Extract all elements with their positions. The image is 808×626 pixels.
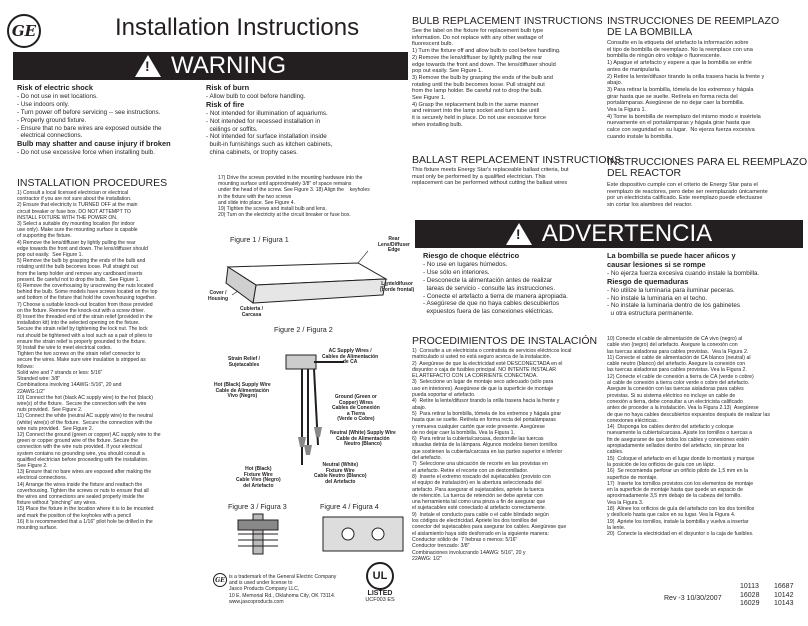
warning-item: electrical connections. — [17, 132, 83, 140]
text-line: fixture without "pinching" any wires. — [17, 500, 97, 507]
text-line: la posición de los orificios de guía con un lápiz. — [607, 461, 716, 468]
fig2-ac-label: AC Supply Wires / Cables de Alimentación de CA — [322, 348, 379, 365]
text-line: 2) Remove the lens/diffuser by lightly pulling the rear — [412, 54, 543, 61]
text-line: connection with the wire nuts provided. If your electrical — [17, 444, 142, 451]
warning-item: built-in furnishings such as kitchen cabinets, — [206, 141, 333, 149]
text-line: Combinaciones involucrando 14AWG: 5/16", 20 y — [412, 549, 526, 556]
text-line: cable vivo (negro) del artefacto. Asegure la conexión con — [607, 342, 738, 349]
ul-code: UCF003 ES — [365, 597, 395, 603]
text-line: 4) Remove the lens/diffuser by lightly pulling the rear — [17, 239, 136, 246]
warning-item: ceilings or soffits. — [206, 125, 258, 133]
warning-banner — [13, 52, 408, 80]
warning-item: tareas de servicio - consulte las instrucciones. — [423, 284, 555, 292]
text-line: 4) Tome la bombilla de reemplazo del mismo modo e insértela — [607, 113, 761, 120]
text-line: Stranded wire: 3/8" — [17, 376, 61, 383]
model-number: 16687 — [774, 583, 794, 590]
text-line: See Figure 2. — [17, 462, 48, 469]
text-line: when installing bulb. — [412, 121, 463, 128]
text-line: pueda soportar el artefacto. — [412, 392, 476, 399]
es-ballast-text — [607, 182, 805, 209]
warning-item: - Properly ground fixture. — [17, 116, 87, 124]
text-line: pop out easily. See Figure 1. — [17, 252, 83, 259]
warning-item: - Not intended for surface installation inside — [206, 133, 327, 141]
text-line: 3) Para retirar la bombilla, tómela de los extremos y hágala — [607, 86, 754, 93]
text-line: hasta que se suelte. Retírela en forma recta del portalámparas — [412, 417, 556, 424]
warning-item: - Do not use excessive force when installing bulb. — [17, 149, 155, 157]
text-line: 17) Drive the screws provided in the mounting hardware into the — [218, 175, 363, 181]
text-line: aproximadamente 3,5 mm debajo de la cabeza del tornillo. — [607, 493, 742, 500]
fig1-cover-label: Cover / Housing — [208, 290, 228, 302]
text-line: bombilla de ningún otro voltaje o fluorescente. — [607, 53, 722, 60]
text-line: 1) Apague el artefacto y espere a que la bombilla se enfríe — [607, 60, 752, 67]
text-line: fluorescent bulb. — [412, 41, 454, 48]
text-line: superficie de montaje. — [607, 474, 658, 481]
fig2-neutral-label: Neutral (White) Supply Wire Cable de Alimentación Neutro (Blanco) — [330, 430, 396, 447]
section-heading: Risk of electric shock — [17, 83, 93, 92]
text-line: calce con seguridad en su lugar. No ejerza fuerza excesiva — [607, 127, 755, 134]
fig2-neutral-fixture-label: Neutral (White) Fixture Wire Cable Neutro (Blanco) del Artefacto — [314, 462, 367, 485]
text-line: is a trademark of the General Electric Company — [229, 574, 337, 580]
text-line: las tuercas aisladoras para cables provistas. Vea la Figura 2. — [607, 348, 749, 355]
warning-item: - No instale la luminaria dentro de los gabinetes — [607, 302, 741, 310]
text-line: 11) Connect the white (neutral AC supply wire) to the neutral — [17, 413, 153, 420]
text-line: and bottom of the fixture that hold the cover/housing together. — [17, 295, 156, 302]
text-line: ensure the strain relief is properly grounded to the fixture. — [17, 338, 147, 345]
text-line: la lente. — [607, 524, 626, 531]
advertencia-left-column — [423, 252, 603, 316]
text-line: antes de proceder a la instalación. Vea la Figura 2.13) Asegúrese — [607, 405, 759, 412]
warning-item: - Allow bulb to cool before handling. — [206, 92, 306, 100]
text-line: 2) Retire la lente/difusor tirando la orilla trasera hacia la frente y — [607, 73, 765, 80]
text-line: rotating until the bulb becomes loose. Pull straight out — [17, 264, 138, 271]
text-line: nuevamente la cubierta/carcasa. Ajuste los tornillos o tuercas a — [607, 430, 753, 437]
text-line: 10) Connect the hot (black AC supply wire) to the hot (black) — [17, 394, 153, 401]
text-line: 2) Asegúrese de que la electricidad esté DESCONECTADA en el — [412, 360, 563, 367]
text-line: contractor if you are not sure about the installation. — [17, 196, 132, 203]
text-line: 20) Turn on the electricity at the circuit breaker or fuse box. — [218, 212, 351, 219]
text-line: portalámparas. Asegúrese de no dejar caer la bombilla. — [607, 100, 745, 107]
text-line: 7) Choose a suitable knock-out location from those provided — [17, 301, 153, 308]
page-title: Installation Instructions — [115, 14, 360, 41]
text-line: 14) Disponga los cables dentro del artefacto y coloque — [607, 424, 734, 431]
text-line: circuit breaker or fuse box. DO NOT ATTEMPT TO — [17, 208, 131, 215]
warning-item: - Do not use in wet locations. — [17, 92, 98, 100]
model-number: 16029 — [740, 600, 760, 607]
model-numbers — [740, 583, 804, 609]
text-line: under the head of the screw. See Figure 3. 18) Align the keyholes — [218, 187, 370, 194]
text-line: installation kit) into the selected opening on the fixture. — [17, 320, 140, 327]
fig1-cubierta-label: Cubierta / Carcasa — [240, 306, 264, 318]
model-number: 16028 — [740, 591, 760, 599]
text-line: antes de manipularla. — [607, 66, 661, 73]
text-line: 16) It is recommended that a 1/16" pilot hole be drilled in the — [17, 518, 153, 525]
text-line: edge towards the front and down. The lens/diffuser should — [17, 245, 148, 252]
text-line: 9) Instale el conducto para cable o el cable blindado según — [412, 511, 549, 518]
text-line: Tighten the two screws on the strain relief connector to — [17, 351, 141, 358]
text-line: 12) Connect the ground (green or copper) AC supply wire to the — [17, 431, 161, 438]
text-line: el aislamiento haya sido desforrado en la siguiente manera: — [412, 530, 549, 537]
text-line: que sostienen la cubierta/carcasa en las partes superior e inferior — [412, 448, 563, 455]
text-line: in the fixture with the two screws — [218, 193, 292, 200]
es-install-steps-continued — [607, 336, 805, 538]
text-line: 18) Alinee los orificios de guía del artefacto con los dos tornillos — [607, 506, 755, 513]
section-heading: La bombilla se puede hacer añicos y causar lesiones si se rompe — [607, 251, 736, 269]
text-line: conexión a tierra, debe consultar a un electricista calificado — [607, 398, 743, 405]
text-line: apropiadamente sellados dentro del artefacto, sin pinzar los — [607, 443, 745, 450]
text-line: behind the bulb. Some models have screws located on the top — [17, 289, 158, 296]
text-line: information. Do not replace with any other wattage of — [412, 34, 543, 41]
text-line: 5) Remove the bulb by grasping the ends of the bulb and — [17, 258, 146, 265]
warning-title: WARNING — [170, 52, 287, 79]
text-line: wire nuts provided. See Figure 2. — [17, 425, 94, 432]
text-line: 1) Consult a local licensed electrician or electrical — [17, 190, 129, 196]
text-line: 7) Seleccione una ubicación de recorte en las provistas en — [412, 461, 548, 468]
text-line: artefacto. Para asegurar el sujetacables, apriete la tuerca — [412, 486, 544, 493]
text-line: pop out easily. See Figure 1. — [412, 68, 483, 75]
text-line: 5) Para retirar la bombilla, tómela de los extremos y hágala girar — [412, 410, 562, 417]
text-line: de no dejar caer la bombilla. Vea la Figura 1. — [412, 429, 515, 436]
text-line: de que no haya cables descubiertos expuestos después de realizar las — [607, 411, 770, 418]
text-line: Conductor trenzado: 3/8" — [412, 543, 470, 550]
text-line: conector del sujetacables para asegurar los cables. Asegúrese que — [412, 524, 567, 531]
ul-listed-text: LISTED — [367, 590, 393, 597]
text-line: 1) Consulte a un electricista o contratista de servicios eléctricos local — [412, 348, 572, 354]
text-line: 15) Coloque el artefacto en el lugar donde lo montará y marque — [607, 455, 755, 462]
bulb-steps — [412, 28, 607, 129]
text-line: abajo. — [607, 80, 623, 87]
warning-left-column — [17, 84, 207, 157]
figure-1 — [208, 235, 413, 323]
text-line: coverhousing. Tighten the screws or nuts to ensure that all — [17, 487, 149, 494]
warning-item: - Desconecte la alimentación antes de realizar — [423, 276, 553, 284]
text-line: 11) Conecte el cable de alimentación de CA blanco (neutral) al — [607, 354, 751, 361]
es-install-heading: PROCEDIMIENTOS DE INSTALACIÓN — [412, 335, 598, 347]
text-line: 3) Remove the bulb by grasping the ends of the bulb and — [412, 74, 553, 81]
section-heading: Risk of fire — [206, 99, 245, 109]
text-line: INSTALL FIXTURE WITH THE POWER ON. — [17, 214, 118, 221]
es-bulb-steps — [607, 40, 805, 141]
text-line: abajo. — [412, 404, 427, 411]
text-line: el artefacto. Retire el recorte con un destornillador. — [412, 467, 529, 474]
text-line: provistas. Si su sistema eléctrico no incluye un cable de — [607, 392, 736, 399]
text-line: por un electricista calificado. Este reemplazo puede efectuarse — [607, 195, 763, 202]
text-line: 17) Inserte los tornillos provistos con los elementos de montaje — [607, 480, 754, 487]
text-line: nuevamente en el portalámparas y hágala girar hasta que — [607, 120, 751, 127]
text-line: 4) Grasp the replacement bulb in the same manner — [412, 101, 539, 108]
text-line: Secure the strain relief by tightening the lock nut. The lock — [17, 326, 148, 333]
advertencia-right-column — [607, 252, 805, 318]
section-heading: Riesgo de choque eléctrico — [423, 251, 520, 260]
ul-icon: UL — [366, 562, 394, 590]
es-install-steps — [412, 348, 608, 562]
figure-2-caption: Figure 2 / Figura 2 — [274, 325, 333, 334]
warning-item: - Not intended for illumination of aquariums. — [206, 109, 328, 117]
text-line: del artefacto. — [412, 455, 442, 462]
revision: Rev -3 10/30/2007 — [664, 595, 722, 602]
text-line: cables. — [607, 449, 624, 456]
text-line: follows: — [17, 363, 34, 370]
warning-item: china cabinets, or trophy cases. — [206, 149, 299, 157]
text-line: edge towards the front and down. The lens/diffuser should — [412, 61, 556, 68]
text-line: 15) Place the fixture in the location where it is to be mounted — [17, 506, 154, 513]
text-line: de retención. La tuerca de retención se debe apretar con — [412, 492, 543, 499]
fig2-ground-label: Ground (Green or Copper) Wires Cables de Conexión a Tierra (Verde o Cobre) — [332, 394, 380, 422]
text-line: electrical connections. — [17, 475, 68, 482]
text-line: nut should be tightened with a tool such as a pair of pliers to — [17, 332, 153, 339]
warning-item: - Not intended for recessed installation in — [206, 117, 321, 125]
text-line: mounting surface. — [17, 524, 58, 531]
model-number: 10143 — [774, 600, 794, 607]
advertencia-triangle-icon: ! — [506, 223, 532, 245]
ul-listed-mark — [355, 562, 405, 603]
text-line: present. Be careful not to drop the bulb. See Figure 1. — [17, 276, 140, 283]
text-line: 12) Conecte el cable de conexión a tierra de CA (verde o cobre) — [607, 373, 754, 380]
text-line: 3) Select a suitable dry mounting location (for indoor — [17, 221, 135, 228]
text-line: on the fixture. Remove the knock-out with a screw driver. — [17, 307, 145, 314]
keyhole-illustration — [318, 512, 408, 557]
text-line: Vea la Figura 1. — [607, 107, 647, 114]
text-line: See the label on the fixture for replacement bulb type — [412, 28, 544, 34]
text-line: los códigos de electricidad. Apriete los dos tornillos del — [412, 518, 538, 525]
warning-right-column — [206, 84, 406, 157]
install-heading: INSTALLATION PROCEDURES — [17, 177, 168, 189]
text-line: system contains no grounding wire, you should consult a — [17, 450, 145, 457]
text-line: el sujetacables esté conectado al artefacto correctamente. — [412, 505, 547, 512]
text-line: EL ARTEFACTO CON LA CORRIENTE CONECTADA. — [412, 373, 538, 380]
text-line: use only). Make sure the mounting surface is capable — [17, 227, 138, 234]
text-line: Este dispositivo cumple con el criterio de Energy Star para el — [607, 182, 758, 188]
text-line: en la superficie de montaje hasta que quede un espacio de — [607, 487, 743, 494]
fig1-rear-lens-label: Rear Lens/Diffuser Edge — [378, 236, 410, 253]
text-line: disyuntor o caja de fusibles principal. NO INTENTE INSTALAR — [412, 366, 557, 373]
text-line: matriculado si usted no está seguro acerca de la instalación. — [412, 354, 551, 361]
model-number: 10142 — [774, 591, 794, 599]
text-line: el tipo de bombilla de reemplazo. No la reemplace con una — [607, 46, 753, 53]
warning-item: - Use indoors only. — [17, 100, 70, 108]
figure-1-caption: Figure 1 / Figura 1 — [230, 235, 289, 244]
text-line: conexiones eléctricas. — [607, 417, 659, 424]
text-line: of supporting the fixture. — [17, 233, 72, 240]
figure-2 — [214, 325, 414, 493]
ge-logo: GE — [7, 14, 41, 48]
fig2-hot-fixture-label: Hot (Black) Fixture Wire Cable Vivo (Negro) del Artefacto — [236, 466, 281, 489]
text-line: y deslícelo hasta que calce en su lugar. Vea la Figura 4. — [607, 512, 736, 519]
section-heading: Bulb may shatter and cause injury if broken — [17, 139, 171, 149]
text-line: www.jascoproducts.com — [229, 598, 284, 605]
warning-item: - No utilize la luminaria para iluminar peceras. — [607, 286, 735, 294]
text-line: reemplazo de reactores, pero debe ser reemplazado únicamente — [607, 188, 768, 195]
es-bulb-heading: INSTRUCCIONES DE REEMPLAZO DE LA BOMBILLA — [607, 15, 780, 38]
text-line: Vea la Figura 3. — [607, 499, 644, 506]
text-line: qualified electrician before proceeding with the installation. — [17, 456, 149, 463]
text-line: 19) Tighten the screws and install bulb and lens. — [218, 206, 327, 213]
ballast-text — [412, 167, 617, 187]
text-line: 22AWG: 1/2" — [412, 555, 442, 562]
text-line: secure the wires. Make sure wire insulation is stripped as — [17, 357, 146, 364]
text-line: y remueva cualquier cartón que este presente. Asegúrese — [412, 423, 545, 430]
text-line: nuts provided. See Figure 2. — [17, 407, 83, 414]
text-line: 10 E. Memorial Rd., Oklahoma City, OK 73114. — [229, 592, 336, 599]
text-line: mounting surface until approximately 3/8" of space remains — [218, 181, 352, 188]
fig1-lente-label: Lente/difusor (borde frontal) — [380, 281, 415, 293]
text-line: 20) Conecte la electricidad en el disyuntor o la caja de fusibles. — [607, 531, 754, 538]
warning-item: u otra estructura permanente. — [607, 310, 694, 318]
warning-triangle-icon: ! — [135, 55, 161, 77]
figure-3-caption: Figure 3 / Figura 3 — [228, 502, 287, 511]
text-line: must only be performed by a qualified electrician. This — [412, 173, 546, 180]
text-line: 22AWG:1/2" — [17, 388, 45, 395]
text-line: 8) Inserte el extremo roscado del sujetacables (provisto con — [412, 473, 551, 480]
bulb-heading: BULB REPLACEMENT INSTRUCTIONS — [412, 15, 603, 27]
text-line: las tuercas aisladoras para cables provistas. Vea la Figura 2. — [607, 367, 747, 374]
text-line: it is securely held in place. Do not use excessive force — [412, 115, 547, 122]
text-line: al cable de conexión a tierra color verde o cobre del artefacto. — [607, 380, 750, 387]
text-line: cuando instale la bombilla. — [607, 133, 673, 140]
text-line: wire(s) of the fixture. Secure the connection with the wire — [17, 400, 147, 407]
text-line: rotating until the bulb becomes loose. Pull straight out — [412, 81, 545, 88]
text-line: cable neutro (blanco) del artefacto. Asegure la conexión con — [607, 361, 746, 368]
model-number: 10113 — [740, 583, 759, 590]
text-line: 1) Turn the fixture off and allow bulb to cool before handling. — [412, 48, 561, 55]
warning-item: - Use sólo en interiores. — [423, 268, 490, 276]
text-line: Conductor sólido de 7 hebras o menos: 5/16" — [412, 536, 518, 543]
es-ballast-heading: INSTRUCCIONES PARA EL REEMPLAZO DEL REACTOR — [607, 156, 808, 179]
fig2-strain-label: Strain Relief / Sujetacables — [228, 356, 260, 368]
warning-item: - Conecte el artefacto a tierra de manera apropiada. — [423, 292, 568, 300]
text-line: una herramienta tal como una pinza a fin de asegurar que — [412, 499, 546, 506]
warning-item: expuestos fuera de las conexiones eléctricas. — [423, 308, 554, 316]
warning-item: - No instale la luminaria en el techo. — [607, 294, 708, 302]
section-heading: Riesgo de quemaduras — [607, 276, 689, 286]
advertencia-banner — [415, 220, 803, 248]
install-steps-continued — [218, 175, 413, 218]
text-line: Asegure la conexión con las tuercas aisladoras para cables — [607, 386, 744, 393]
text-line: Jasco Products Company LLC, — [229, 586, 300, 593]
text-line: green or copper ground wire of the fixture. Secure the — [17, 438, 138, 445]
ballast-heading: BALLAST REPLACEMENT INSTRUCTIONS — [412, 154, 622, 166]
text-line: 13) Ensure that no bare wires are exposed after making the — [17, 469, 152, 476]
text-line: and mark the position of the keyholes with a pencil — [17, 512, 131, 519]
text-line: 16) Se recomienda perforar un orificio piloto de 1,5 mm en la — [607, 468, 748, 475]
install-steps — [17, 190, 217, 531]
text-line: Solid wire and 7 strands or less: 5/16" — [17, 369, 103, 376]
text-line: This fixture meets Energy Star's replaceable ballast criteria, but — [412, 167, 569, 173]
text-line: 10) Conecte el cable de alimentación de CA vivo (negro) al — [607, 336, 743, 342]
text-line: Combinations involving 14AWG: 5/16", 20 and — [17, 382, 122, 389]
section-heading: Risk of burn — [206, 83, 250, 92]
warning-item: - Ensure that no bare wires are exposed outside the — [17, 124, 162, 132]
text-line: 6) Para retirar la cubierta/carcasa, destornille las tuercas — [412, 436, 544, 443]
text-line: 6) Remove the coverhousing by unscrewing the nuts located — [17, 283, 154, 290]
text-line: uso en interiores). Asegúrese de que la superficie de montaje — [412, 385, 554, 392]
advertencia-title: ADVERTENCIA — [541, 220, 713, 247]
fig2-hot-label: Hot (Black) Supply Wire Cable de Alimentación Vivo (Negro) — [214, 382, 271, 399]
text-line: 2) Ensure that electricity is TURNED OFF at the main — [17, 202, 138, 209]
text-line: girar hasta que se suelte. Retírela en forma recta del — [607, 93, 738, 100]
text-line: 19) Apriete los tornillos, instale la bombilla y vuelva a insertar — [607, 518, 749, 525]
text-line: sin cortar los alambres del reactor. — [607, 202, 693, 209]
text-line: from the lamp holder and remove any cardboard inserts — [17, 270, 143, 277]
text-line: the wires and connections are sealed properly inside the — [17, 493, 145, 500]
text-line: 8) Insert the threaded end of the strain relief (provided in the — [17, 314, 153, 321]
figure-4-caption: Figure 4 / Figura 4 — [320, 502, 379, 511]
text-line: situadas detrás de la lámpara. Algunos modelos tienen tornillos — [412, 442, 558, 449]
text-line: and is used under license to — [229, 580, 293, 587]
text-line: 9) Install the wire to meet electrical codes. — [17, 345, 112, 352]
text-line: el equipo de instalación) en la abertura seleccionada del — [412, 480, 542, 487]
screw-illustration — [218, 512, 308, 557]
ge-small-logo: GE — [213, 573, 227, 587]
text-line: fin de asegurarse de que todos los cables y conexiones estén — [607, 436, 749, 443]
text-line: 14) Arrange the wires inside the fixture and reattach the — [17, 481, 143, 488]
text-line: See Figure 1. — [412, 95, 446, 102]
text-line: Consulte en la etiqueta del artefacto la información sobre — [607, 40, 749, 46]
text-line: (white) wire(s) of the fixture. Secure the connection with the — [17, 419, 153, 426]
warning-item: - No ejerza fuerza excesiva cuando instale la bombilla. — [607, 269, 760, 277]
warning-item: - No use en lugares húmedos. — [423, 260, 508, 268]
text-line: and slide into place. See Figure 4. — [218, 199, 296, 206]
text-line: 3) Seleccione un lugar de montaje seco adecuado (sólo para — [412, 379, 554, 386]
warning-item: - Turn power off before servicing -- see instructions. — [17, 108, 161, 116]
text-line: and reinsert into the lamp socket and turn tube until — [412, 108, 540, 115]
text-line: from the lamp holder. Be careful not to drop the bulb. — [412, 88, 543, 95]
text-line: 4) Retire la lente/difusor tirando la orilla trasera hacia la frente y — [412, 398, 560, 405]
text-line: replacement can be performed without cutting the ballast wires — [412, 180, 568, 187]
warning-item: - Asegúrese de que no haya cables descubiertos — [423, 300, 560, 308]
